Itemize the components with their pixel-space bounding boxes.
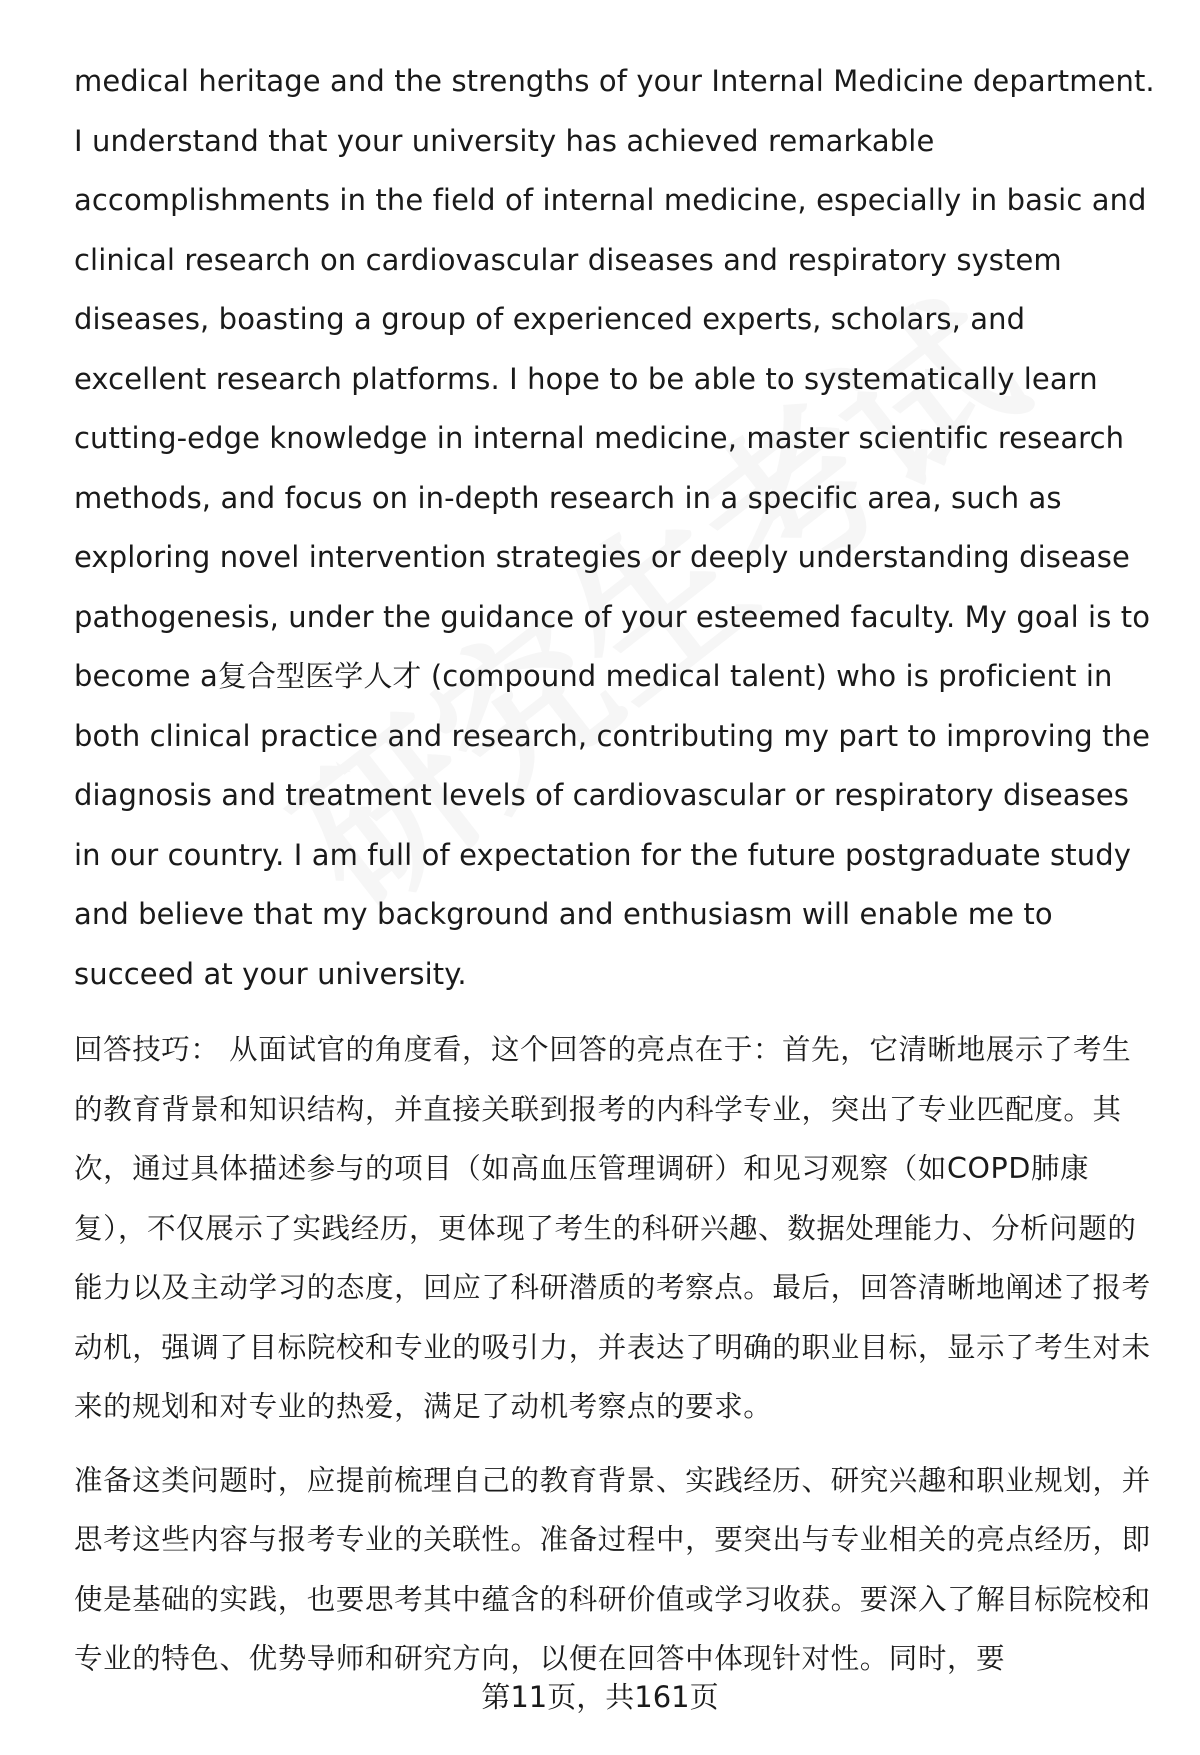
page-number: 第11页，共161页 [481, 1680, 719, 1714]
document-page [74, 52, 1154, 1689]
paragraph-answer-tips: 回答技巧： 从面试官的角度看，这个回答的亮点在于：首先，它清晰地展示了考生的教育背景和知识结构，并直接关联到报考的内科学专业，突出了专业匹配度。其次，通过具体描述参与的项目（如高血压管理调研）和见习观察（如COPD肺康复），不仅展示了实践经历，更体现了考生的科研兴趣、数据处理能力、分析问题的能力以及主动学习的态度，回应了科研潜质的考察点。最后，回答清晰地阐述了报考动机，强调了目标院校和专业的吸引力，并表达了明确的职业目标，显示了考生对未来的规划和对专业的热爱，满足了动机考察点的要求。 [74, 1033, 1151, 1423]
paragraph-preparation-advice: 准备这类问题时，应提前梳理自己的教育背景、实践经历、研究兴趣和职业规划，并思考这些内容与报考专业的关联性。准备过程中，要突出与专业相关的亮点经历，即使是基础的实践，也要思考其中蕴含的科研价值或学习收获。要深入了解目标院校和专业的特色、优势导师和研究方向，以便在回答中体现针对性。同时，要 [74, 1463, 1151, 1675]
paragraph-english-answer: medical heritage and the strengths of your Internal Medicine department. I understand that your university has achieved remarkable accomplishments in the field of internal medicine, especially in basic and clinical research on cardiovascular diseases and respiratory system diseases, boasting a group of experienced experts, scholars, and excellent research platforms. I hope to be able to systematically learn cutting-edge knowledge in internal medicine, master scientific research methods, and focus on in-depth research in a specific area, such as exploring novel intervention strategies or deeply understanding disease pathogenesis, under the guidance of your esteemed faculty. My goal is to become a复合型医学人才 (compound medical talent) who is proficient in both clinical practice and research, contributing my part to improving the diagnosis and treatment levels of cardiovascular or respiratory diseases in our country. I am full of expectation for the future postgraduate study and believe that my background and enthusiasm will enable me to succeed at your university. [74, 64, 1155, 991]
